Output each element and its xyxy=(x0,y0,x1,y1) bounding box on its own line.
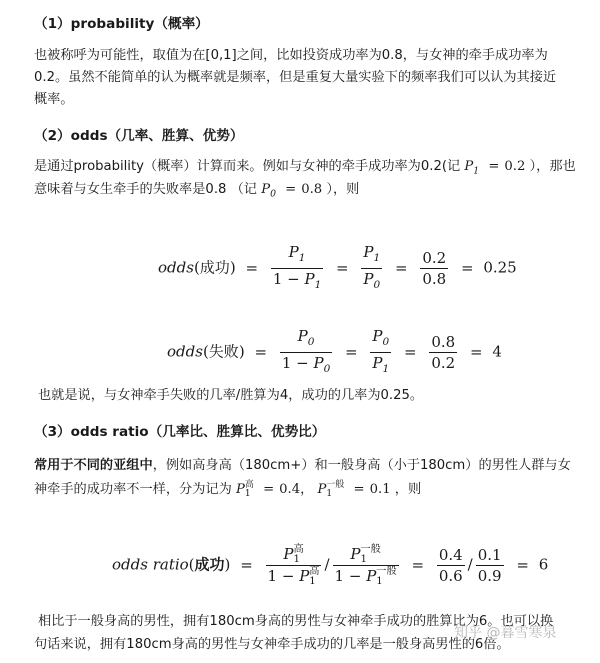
fraction: $\frac{P_1}{P_0}$ xyxy=(363,243,381,291)
inline-math-p1: $P_1 = 0.2$ xyxy=(464,159,526,177)
paragraph-line: 概率。 xyxy=(34,92,74,107)
paragraph-line: 神牵手的成功率不一样，分为记为 P 高 1 = 0.4， P 一般 1 = 0.1 ，则 xyxy=(34,479,422,499)
fraction: $\frac{0.1}{0.9}$ xyxy=(477,546,502,586)
inline-math-p1-normal: P 一般 1 = 0.1 xyxy=(317,479,391,499)
paragraph-line: 也被称呼为可能性，取值为在[0,1]之间，比如投资成功率为0.8，与女神的牵手成功率为 xyxy=(34,48,548,63)
fraction: $\frac{0.4}{0.6}$ xyxy=(438,546,463,586)
fraction: P 一般 1 1 − P 一般 1 xyxy=(334,543,397,588)
paragraph-line: 0.2。虽然不能简单的认为概率就是频率，但是重复大量实验下的频率我们可以认为其接近 xyxy=(34,70,557,85)
fraction: $\frac{0.8}{0.2}$ xyxy=(431,333,456,372)
inline-math-p1-high: P 高 1 = 0.4 xyxy=(236,479,301,499)
paragraph-line: 也就是说，与女神牵手失败的几率/胜算为4，成功的几率为0.25。 xyxy=(38,388,424,403)
paragraph-line: 句话来说，拥有180cm身高的男性与女神牵手成功的几率是一般身高男性的6倍。 xyxy=(34,637,510,652)
formula-odds-success: odds(成功) = $\frac{P_1}{1 - P_1}$ = $\frac{P_1}{P_0}$ = $\frac{0.2}{0.8}$ = 0.25 xyxy=(158,242,517,295)
heading-odds: （2）odds（几率、胜算、优势） xyxy=(34,128,244,144)
fraction: $\frac{P_1}{1 - P_1}$ xyxy=(272,243,322,291)
formula-odds-ratio: odds ratio(成功) = P 高 1 1 − P 高 1 / P 一般 1 1 − P 一般 1 = $\frac{0.4}{0.6}$ / $\frac{0.1}{0.9}$ = 6 xyxy=(112,543,549,588)
paragraph-line: 是通过probability（概率）计算而来。例如与女神的牵手成功率为0.2(记 $P_1 = 0.2$ ），那也 xyxy=(34,159,576,177)
heading-odds-ratio: （3）odds ratio（几率比、胜算比、优势比） xyxy=(34,424,326,440)
paragraph-line: 常用于不同的亚组中，例如高身高（180cm+）和一般身高（小于180cm）的男性人群与女 xyxy=(34,458,571,473)
formula-odds-failure: odds(失败) = $\frac{P_0}{1 - P_0}$ = $\frac{P_0}{P_1}$ = $\frac{0.8}{0.2}$ = 4 xyxy=(167,326,502,379)
fraction: $\frac{P_0}{P_1}$ xyxy=(372,327,390,375)
zhihu-watermark: 知乎 @暮雪寒泉 xyxy=(454,625,557,641)
inline-math-p0: $P_0 = 0.8$ xyxy=(261,182,323,200)
fraction: $\frac{0.2}{0.8}$ xyxy=(422,249,447,288)
fraction: P 高 1 1 − P 高 1 xyxy=(267,543,320,588)
paragraph-line: 相比于一般身高的男性，拥有180cm身高的男性与女神牵手成功的胜算比为6。也可以换 xyxy=(38,614,554,629)
fraction: $\frac{P_0}{1 - P_0}$ xyxy=(281,327,331,375)
paragraph-line: 意味着与女生牵手的失败率是0.8 （记 $P_0 = 0.8$ ），则 xyxy=(34,182,360,200)
heading-probability: （1）probability（概率） xyxy=(34,16,209,32)
